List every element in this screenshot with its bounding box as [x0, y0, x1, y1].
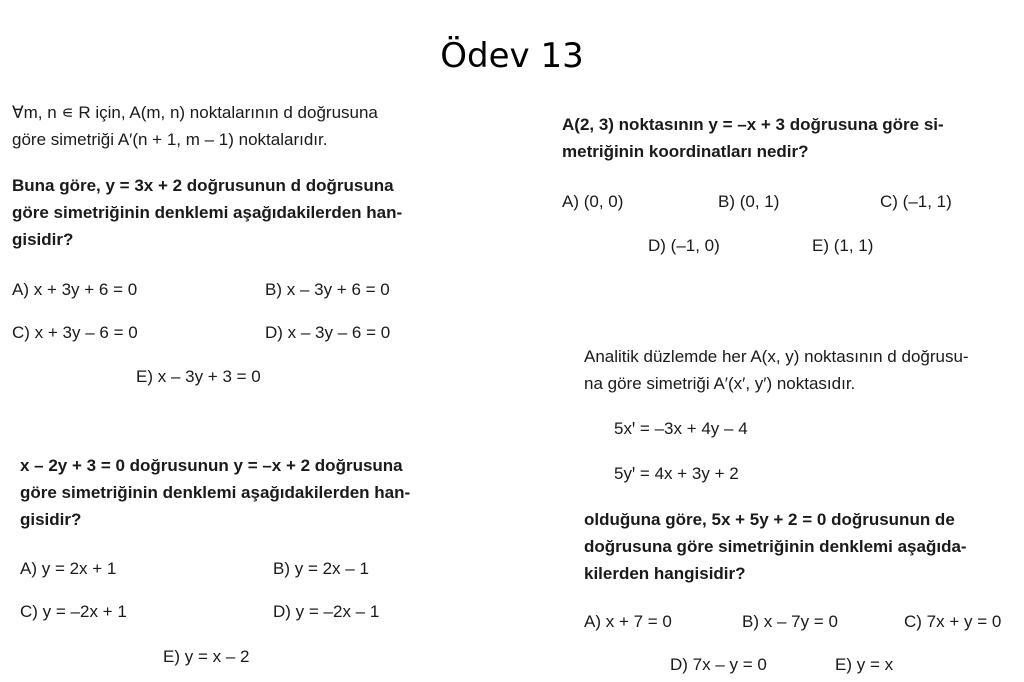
- q3-option-b: B) (0, 1): [718, 192, 780, 211]
- q4-question-line-2: doğrusuna göre simetriğinin denklemi aşağıda-: [584, 537, 967, 556]
- q4-option-b: B) x – 7y = 0: [742, 612, 838, 631]
- q4-option-c: C) 7x + y = 0: [904, 612, 1002, 631]
- q3-option-c: C) (–1, 1): [880, 192, 952, 211]
- q2-option-b: B) y = 2x – 1: [273, 559, 369, 578]
- q4-intro-line-2: na göre simetriği A′(x′, y′) noktasıdır.: [584, 374, 856, 393]
- q2-option-d: D) y = –2x – 1: [273, 602, 380, 621]
- q4-option-a: A) x + 7 = 0: [584, 612, 672, 631]
- q4-equation-1: 5xꞌ = –3x + 4y – 4: [614, 419, 748, 438]
- q4-equation-2: 5yꞌ = 4x + 3y + 2: [614, 464, 739, 483]
- q2-option-e: E) y = x – 2: [163, 647, 250, 666]
- q4-intro-line-1: Analitik düzlemde her A(x, y) noktasının d doğrusu-: [584, 347, 969, 366]
- q1-option-b: B) x – 3y + 6 = 0: [265, 280, 390, 299]
- q1-question-line-1: Buna göre, y = 3x + 2 doğrusunun d doğrusuna: [12, 176, 394, 195]
- q1-option-a: A) x + 3y + 6 = 0: [12, 280, 138, 299]
- q3-question-line-2: metriğinin koordinatları nedir?: [562, 142, 809, 161]
- q1-question-line-2: göre simetriğinin denklemi aşağıdakilerden han-: [12, 203, 403, 222]
- page-title: Ödev 13: [440, 36, 584, 76]
- q1-intro-line-2: göre simetriği A′(n + 1, m – 1) noktalarıdır.: [12, 130, 328, 149]
- q4-option-d: D) 7x – y = 0: [670, 655, 767, 674]
- q3-option-a: A) (0, 0): [562, 192, 624, 211]
- q2-question-line-2: göre simetriğinin denklemi aşağıdakilerden han-: [20, 483, 411, 502]
- q1-intro-line-1: ∀m, n ∊ R için, A(m, n) noktalarının d doğrusuna: [12, 103, 378, 122]
- q4-option-e: E) y = x: [835, 655, 894, 674]
- q2-option-a: A) y = 2x + 1: [20, 559, 117, 578]
- q2-question-line-3: gisidir?: [20, 510, 82, 529]
- q4-question-line-3: kilerden hangisidir?: [584, 564, 746, 583]
- q1-option-e: E) x – 3y + 3 = 0: [136, 367, 261, 386]
- q3-question-line-1: A(2, 3) noktasının y = –x + 3 doğrusuna göre si-: [562, 115, 944, 134]
- q1-option-c: C) x + 3y – 6 = 0: [12, 323, 138, 342]
- q3-option-e: E) (1, 1): [812, 236, 874, 255]
- q4-question-line-1: olduğuna göre, 5x + 5y + 2 = 0 doğrusunun de: [584, 510, 955, 529]
- q2-question-line-1: x – 2y + 3 = 0 doğrusunun y = –x + 2 doğrusuna: [20, 456, 403, 475]
- q1-option-d: D) x – 3y – 6 = 0: [265, 323, 391, 342]
- q2-option-c: C) y = –2x + 1: [20, 602, 127, 621]
- q3-option-d: D) (–1, 0): [648, 236, 720, 255]
- q1-question-line-3: gisidir?: [12, 230, 74, 249]
